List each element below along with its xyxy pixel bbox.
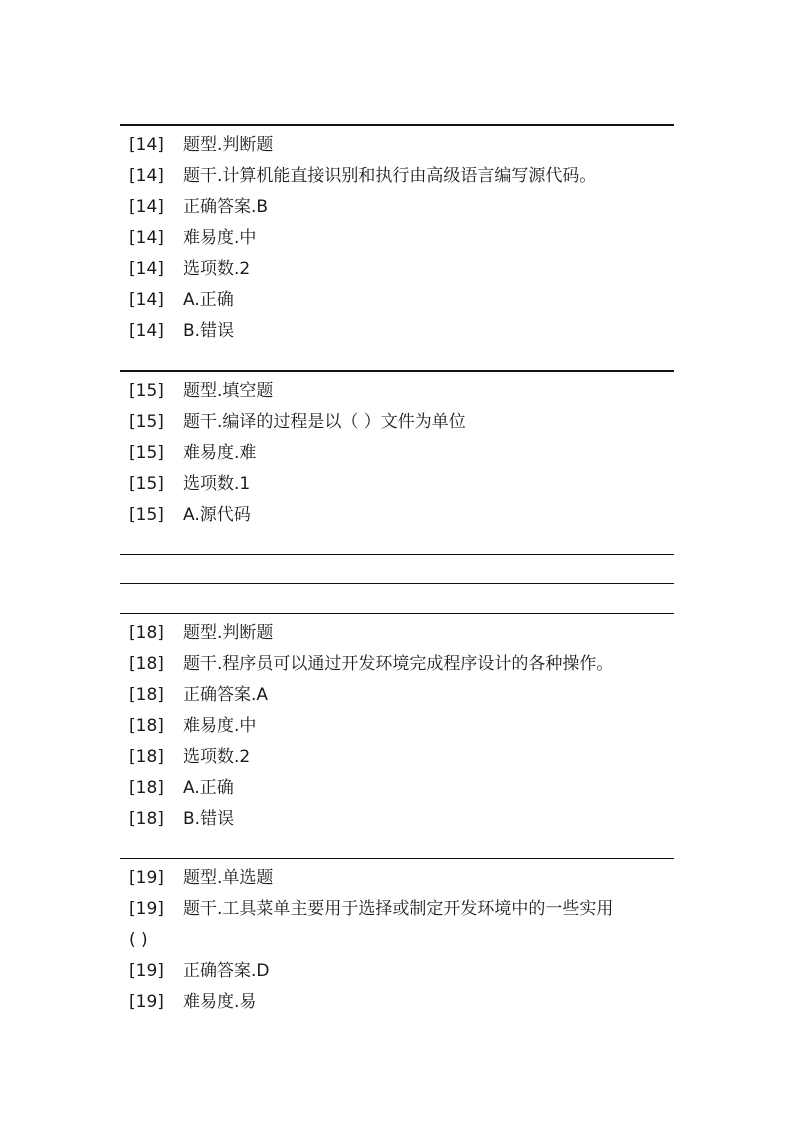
difficulty: 难易度.中 (183, 716, 257, 736)
option-a: A.源代码 (183, 505, 251, 525)
question-line (120, 130, 674, 161)
difficulty: 难易度.难 (183, 443, 257, 463)
question-number: [15] (129, 505, 164, 525)
question-stem: 题干.计算机能直接识别和执行由高级语言编写源代码。 (183, 166, 597, 186)
question-line (120, 316, 674, 347)
question-number: [18] (129, 809, 164, 829)
option-count: 选项数.1 (183, 474, 251, 494)
question-line (120, 376, 674, 407)
question-line (120, 894, 674, 925)
question-number: [18] (129, 778, 164, 798)
question-line (120, 804, 674, 835)
question-number: [19] (129, 961, 164, 981)
question-number: [14] (129, 166, 164, 186)
option-b: B.错误 (183, 321, 235, 341)
question-number: [19] (129, 868, 164, 888)
question-number: [18] (129, 716, 164, 736)
question-line (120, 161, 674, 192)
question-block-19 (120, 858, 674, 1018)
question-number: [18] (129, 654, 164, 674)
question-number: [15] (129, 443, 164, 463)
difficulty: 难易度.中 (183, 228, 257, 248)
option-count: 选项数.2 (183, 259, 251, 279)
question-number: [14] (129, 135, 164, 155)
question-line (120, 742, 674, 773)
question-line (120, 223, 674, 254)
question-line (120, 438, 674, 469)
question-number: [14] (129, 228, 164, 248)
question-type: 题型.填空题 (183, 381, 274, 401)
question-type: 题型.判断题 (183, 135, 274, 155)
correct-answer: 正确答案.B (183, 197, 269, 217)
question-line (120, 407, 674, 438)
question-stem: 题干.工具菜单主要用于选择或制定开发环境中的一些实用 (183, 899, 614, 919)
question-block-14 (120, 124, 674, 347)
question-number: [19] (129, 992, 164, 1012)
question-number: [15] (129, 412, 164, 432)
option-a: A.正确 (183, 290, 234, 310)
question-line (120, 254, 674, 285)
question-block-18 (120, 613, 674, 835)
question-line (120, 956, 674, 987)
question-line (120, 285, 674, 316)
question-line (120, 469, 674, 500)
question-number: [19] (129, 899, 164, 919)
correct-answer: 正确答案.D (183, 961, 270, 981)
question-line (120, 711, 674, 742)
question-number: [14] (129, 321, 164, 341)
question-bank-page (120, 124, 674, 1041)
question-line (120, 618, 674, 649)
option-a: A.正确 (183, 778, 234, 798)
question-number: [14] (129, 290, 164, 310)
question-line (120, 649, 674, 680)
question-line (120, 863, 674, 894)
difficulty: 难易度.易 (183, 992, 257, 1012)
question-line (120, 773, 674, 804)
question-line (120, 680, 674, 711)
correct-answer: 正确答案.A (183, 685, 269, 705)
question-number: [18] (129, 623, 164, 643)
question-number: [18] (129, 685, 164, 705)
question-type: 题型.单选题 (183, 868, 274, 888)
empty-question-block (120, 583, 674, 613)
question-line (120, 987, 674, 1018)
question-line (120, 192, 674, 223)
question-stem: 题干.程序员可以通过开发环境完成程序设计的各种操作。 (183, 654, 614, 674)
question-number: [15] (129, 474, 164, 494)
option-b: B.错误 (183, 809, 235, 829)
question-number: [14] (129, 197, 164, 217)
question-stem-continuation (120, 925, 674, 956)
stem-continuation-text: ( ) (129, 930, 148, 950)
question-stem: 题干.编译的过程是以（ ）文件为单位 (183, 412, 466, 432)
question-block-15 (120, 370, 674, 531)
question-number: [14] (129, 259, 164, 279)
option-count: 选项数.2 (183, 747, 251, 767)
question-line (120, 500, 674, 531)
question-number: [15] (129, 381, 164, 401)
empty-question-block (120, 554, 674, 583)
question-number: [18] (129, 747, 164, 767)
question-type: 题型.判断题 (183, 623, 274, 643)
